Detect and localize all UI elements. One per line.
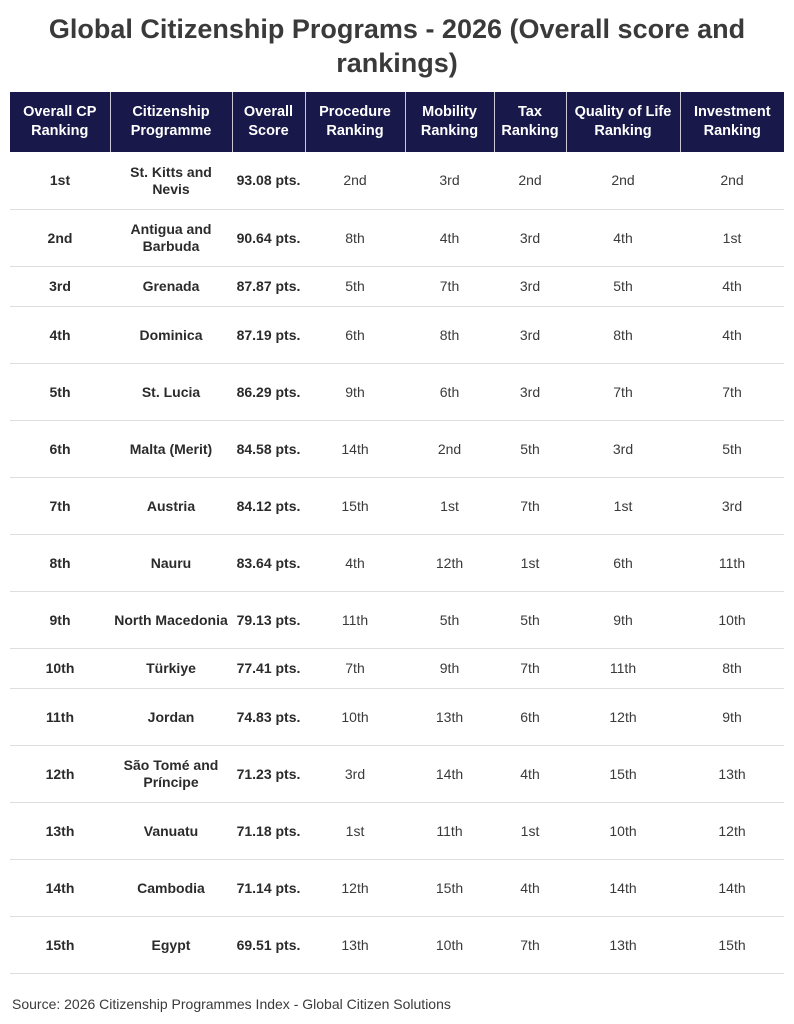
cell-procedure-rank: 11th [305,592,405,649]
cell-investment-rank: 3rd [680,478,784,535]
cell-overall-score: 90.64 pts. [232,210,305,267]
table-row [10,478,784,535]
cell-investment-rank: 4th [680,307,784,364]
cell-investment-rank: 9th [680,689,784,746]
cell-mobility-rank: 12th [405,535,494,592]
cell-investment-rank: 4th [680,267,784,307]
table-row [10,689,784,746]
cell-procedure-rank: 2nd [305,152,405,210]
cell-overall-rank: 2nd [10,210,110,267]
cell-mobility-rank: 13th [405,689,494,746]
cell-programme: St. Kitts and Nevis [110,152,232,210]
cell-tax-rank: 5th [494,421,566,478]
cell-overall-rank: 10th [10,649,110,689]
header-tax-ranking: Tax Ranking [494,92,566,152]
table-row [10,917,784,974]
cell-tax-rank: 3rd [494,267,566,307]
cell-procedure-rank: 4th [305,535,405,592]
cell-quality-of-life-rank: 9th [566,592,680,649]
cell-quality-of-life-rank: 2nd [566,152,680,210]
cell-programme: Türkiye [110,649,232,689]
cell-tax-rank: 3rd [494,210,566,267]
cell-quality-of-life-rank: 3rd [566,421,680,478]
cell-tax-rank: 3rd [494,364,566,421]
table-row [10,746,784,803]
cell-tax-rank: 1st [494,535,566,592]
header-overall-score: Overall Score [232,92,305,152]
cell-overall-score: 93.08 pts. [232,152,305,210]
cell-mobility-rank: 6th [405,364,494,421]
cell-mobility-rank: 2nd [405,421,494,478]
cell-procedure-rank: 14th [305,421,405,478]
cell-programme: Malta (Merit) [110,421,232,478]
header-quality-of-life-ranking: Quality of Life Ranking [566,92,680,152]
cell-programme: Antigua and Barbuda [110,210,232,267]
cell-quality-of-life-rank: 10th [566,803,680,860]
cell-mobility-rank: 4th [405,210,494,267]
cell-quality-of-life-rank: 1st [566,478,680,535]
cell-programme: St. Lucia [110,364,232,421]
cell-quality-of-life-rank: 14th [566,860,680,917]
cell-mobility-rank: 8th [405,307,494,364]
cell-mobility-rank: 14th [405,746,494,803]
cell-procedure-rank: 13th [305,917,405,974]
cell-overall-rank: 4th [10,307,110,364]
cell-overall-rank: 13th [10,803,110,860]
cell-procedure-rank: 15th [305,478,405,535]
cell-programme: Grenada [110,267,232,307]
cell-overall-score: 71.23 pts. [232,746,305,803]
cell-tax-rank: 6th [494,689,566,746]
cell-overall-score: 79.13 pts. [232,592,305,649]
cell-programme: Jordan [110,689,232,746]
cell-quality-of-life-rank: 8th [566,307,680,364]
page-title: Global Citizenship Programs - 2026 (Overall score and rankings) [48,14,746,78]
cell-overall-score: 87.19 pts. [232,307,305,364]
cell-mobility-rank: 7th [405,267,494,307]
cell-overall-score: 83.64 pts. [232,535,305,592]
table-row [10,592,784,649]
table-row [10,649,784,689]
table-row [10,803,784,860]
cell-investment-rank: 2nd [680,152,784,210]
cell-overall-score: 77.41 pts. [232,649,305,689]
cell-investment-rank: 1st [680,210,784,267]
cell-overall-rank: 12th [10,746,110,803]
cell-programme: Vanuatu [110,803,232,860]
cell-overall-rank: 11th [10,689,110,746]
cell-procedure-rank: 1st [305,803,405,860]
cell-overall-rank: 8th [10,535,110,592]
cell-quality-of-life-rank: 5th [566,267,680,307]
cell-tax-rank: 2nd [494,152,566,210]
cell-investment-rank: 5th [680,421,784,478]
cell-overall-score: 87.87 pts. [232,267,305,307]
cell-overall-rank: 14th [10,860,110,917]
cell-investment-rank: 11th [680,535,784,592]
cell-mobility-rank: 15th [405,860,494,917]
cell-overall-rank: 1st [10,152,110,210]
cell-programme: Nauru [110,535,232,592]
rankings-table [10,92,784,974]
cell-programme: Dominica [110,307,232,364]
cell-overall-score: 71.14 pts. [232,860,305,917]
cell-mobility-rank: 5th [405,592,494,649]
cell-quality-of-life-rank: 6th [566,535,680,592]
cell-overall-score: 84.12 pts. [232,478,305,535]
cell-quality-of-life-rank: 11th [566,649,680,689]
header-investment-ranking: Investment Ranking [680,92,784,152]
header-overall-cp-ranking: Overall CP Ranking [10,92,110,152]
cell-quality-of-life-rank: 4th [566,210,680,267]
cell-procedure-rank: 8th [305,210,405,267]
cell-procedure-rank: 9th [305,364,405,421]
cell-investment-rank: 7th [680,364,784,421]
table-row [10,421,784,478]
cell-mobility-rank: 11th [405,803,494,860]
cell-overall-score: 84.58 pts. [232,421,305,478]
table-header-row [10,92,784,152]
cell-overall-score: 74.83 pts. [232,689,305,746]
cell-overall-rank: 9th [10,592,110,649]
cell-tax-rank: 5th [494,592,566,649]
table-row [10,860,784,917]
cell-tax-rank: 1st [494,803,566,860]
cell-mobility-rank: 1st [405,478,494,535]
cell-mobility-rank: 3rd [405,152,494,210]
cell-procedure-rank: 12th [305,860,405,917]
cell-quality-of-life-rank: 12th [566,689,680,746]
cell-overall-rank: 6th [10,421,110,478]
cell-procedure-rank: 6th [305,307,405,364]
cell-overall-rank: 3rd [10,267,110,307]
header-mobility-ranking: Mobility Ranking [405,92,494,152]
cell-investment-rank: 8th [680,649,784,689]
cell-investment-rank: 14th [680,860,784,917]
cell-tax-rank: 3rd [494,307,566,364]
table-body [10,152,784,974]
source-note: Source: 2026 Citizenship Programmes Index - Global Citizen Solutions [12,996,451,1012]
cell-quality-of-life-rank: 13th [566,917,680,974]
cell-overall-score: 71.18 pts. [232,803,305,860]
cell-overall-score: 86.29 pts. [232,364,305,421]
cell-overall-score: 69.51 pts. [232,917,305,974]
cell-procedure-rank: 5th [305,267,405,307]
cell-procedure-rank: 10th [305,689,405,746]
table-row [10,535,784,592]
table-row [10,152,784,210]
cell-overall-rank: 15th [10,917,110,974]
cell-overall-rank: 7th [10,478,110,535]
table-row [10,267,784,307]
cell-investment-rank: 10th [680,592,784,649]
cell-programme: North Macedonia [110,592,232,649]
cell-tax-rank: 4th [494,746,566,803]
cell-investment-rank: 12th [680,803,784,860]
cell-mobility-rank: 10th [405,917,494,974]
cell-investment-rank: 13th [680,746,784,803]
cell-procedure-rank: 7th [305,649,405,689]
header-citizenship-programme: Citizenship Programme [110,92,232,152]
table-row [10,364,784,421]
cell-tax-rank: 4th [494,860,566,917]
cell-programme: Egypt [110,917,232,974]
header-procedure-ranking: Procedure Ranking [305,92,405,152]
table-row [10,307,784,364]
cell-investment-rank: 15th [680,917,784,974]
cell-overall-rank: 5th [10,364,110,421]
cell-programme: São Tomé and Príncipe [110,746,232,803]
cell-programme: Austria [110,478,232,535]
cell-quality-of-life-rank: 15th [566,746,680,803]
cell-tax-rank: 7th [494,649,566,689]
cell-tax-rank: 7th [494,478,566,535]
cell-programme: Cambodia [110,860,232,917]
cell-tax-rank: 7th [494,917,566,974]
table-row [10,210,784,267]
cell-procedure-rank: 3rd [305,746,405,803]
cell-mobility-rank: 9th [405,649,494,689]
cell-quality-of-life-rank: 7th [566,364,680,421]
